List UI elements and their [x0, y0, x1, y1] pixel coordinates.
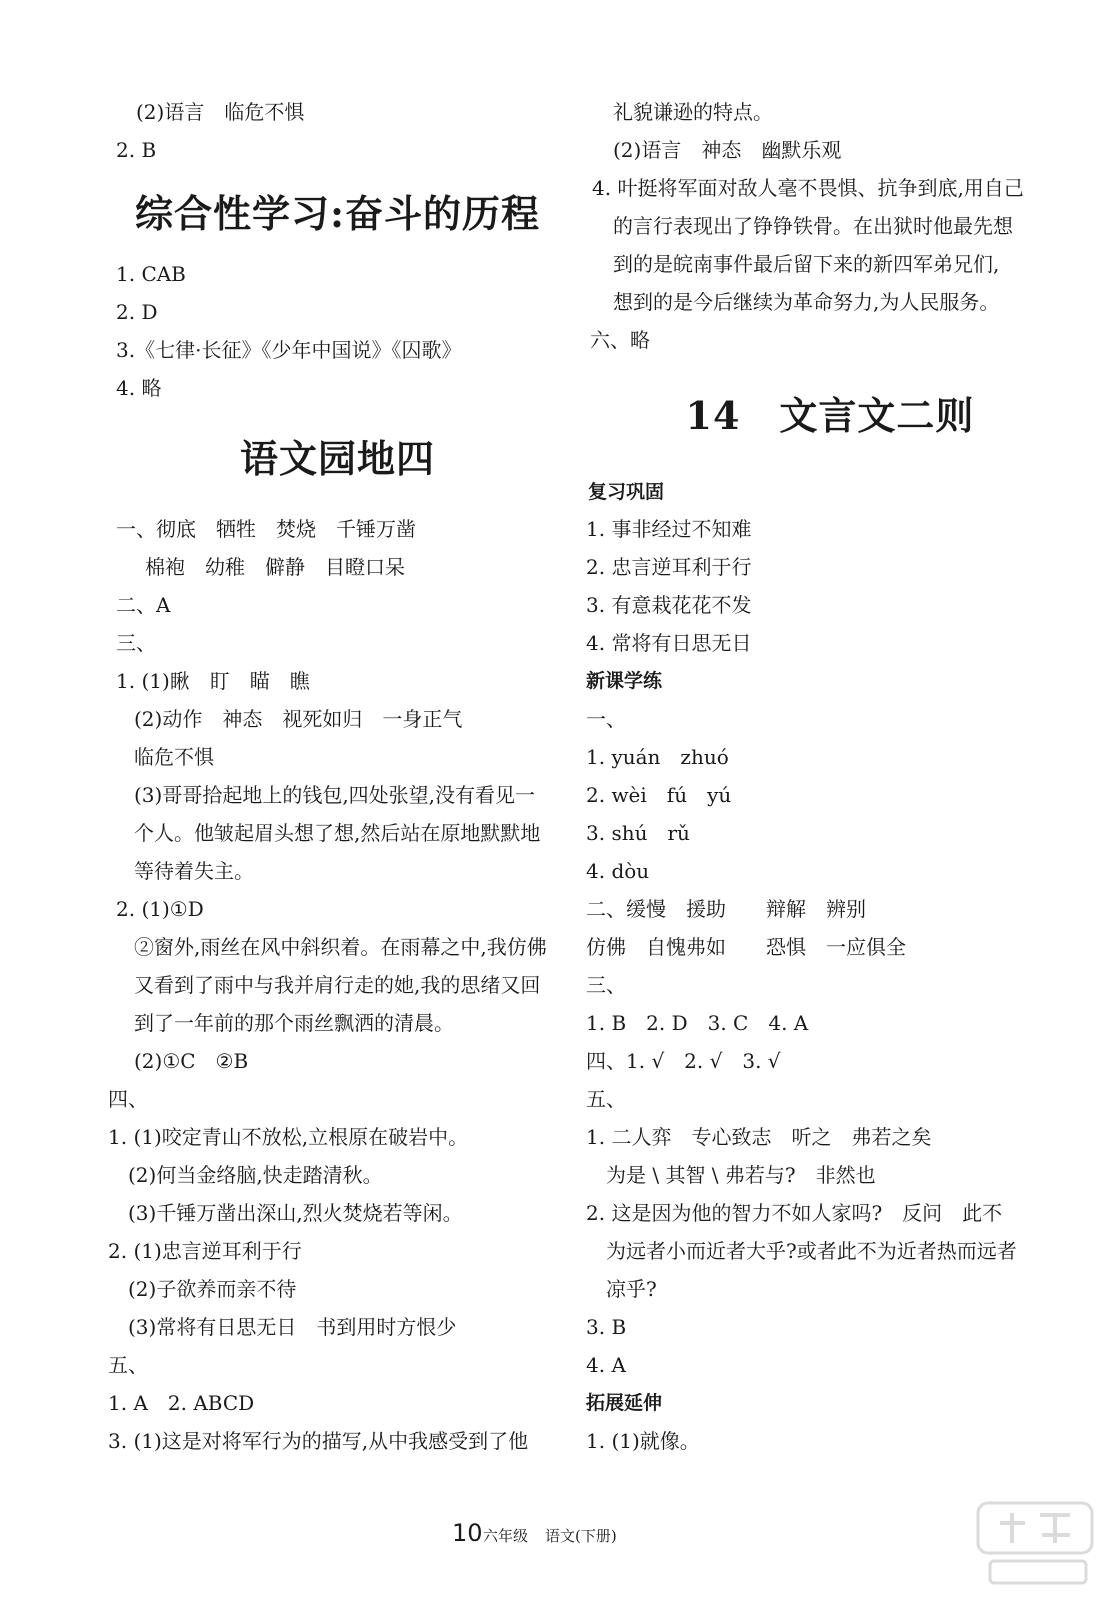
answer-line: 3. shú rǔ [586, 821, 690, 845]
answer-line: 想到的是今后继续为革命努力,为人民服务。 [613, 290, 1000, 314]
answer-line: 1. B 2. D 3. C 4. A [586, 1011, 809, 1035]
answer-line: 4. 略 [116, 376, 162, 400]
answer-line: 等待着失主。 [134, 859, 254, 883]
subsection-title: 新课学练 [586, 670, 663, 692]
subject-label: 语文(下册) [545, 1527, 617, 1545]
answer-line: 2. D [116, 300, 158, 324]
answer-line: 二、缓慢 援助 辩解 辨别 [586, 897, 866, 921]
answer-line: (2)动作 神态 视死如归 一身正气 [134, 707, 463, 731]
answer-line: 又看到了雨中与我并肩行走的她,我的思绪又回 [134, 973, 541, 997]
subsection-title: 复习巩固 [588, 481, 665, 503]
answer-line: 一、彻底 牺牲 焚烧 千锤万凿 [116, 517, 416, 541]
answer-line: 1. CAB [116, 262, 186, 286]
answer-line: 的言行表现出了铮铮铁骨。在出狱时他最先想 [613, 214, 1013, 238]
answer-line: 2. B [116, 138, 157, 162]
answer-line: 2. wèi fú yú [586, 783, 732, 807]
answer-line: (2)语言 临危不惧 [136, 100, 305, 124]
answer-line: 2. 这是因为他的智力不如人家吗? 反问 此不 [586, 1201, 1003, 1225]
answer-line: 4. dòu [586, 859, 650, 883]
answer-line: (2)①C ②B [134, 1049, 249, 1073]
answer-line: 到了一年前的那个雨丝飘洒的清晨。 [134, 1011, 454, 1035]
answer-line: 个人。他皱起眉头想了想,然后站在原地默默地 [134, 821, 541, 845]
answer-line: 六、略 [590, 328, 650, 352]
answer-line: 3.《七律·长征》《少年中国说》《囚歌》 [116, 338, 462, 362]
answer-line: 临危不惧 [134, 745, 214, 769]
answer-line: 棉袍 幼稚 僻静 目瞪口呆 [145, 555, 405, 579]
answer-line: 二、A [116, 593, 171, 617]
answer-line: (3)常将有日思无日 书到用时方恨少 [128, 1315, 457, 1339]
answer-line: 1. (1)就像。 [586, 1429, 700, 1453]
answer-line: 1. (1)咬定青山不放松,立根原在破岩中。 [108, 1125, 469, 1149]
watermark-logo-icon [970, 1495, 1100, 1595]
answer-line: 到的是皖南事件最后留下来的新四军弟兄们, [613, 252, 1000, 276]
answer-line: (3)千锤万凿出深山,烈火焚烧若等闲。 [128, 1201, 463, 1225]
section-title: 综合性学习:奋斗的历程 [134, 191, 541, 236]
answer-line: 三、 [116, 631, 156, 655]
subsection-title: 拓展延伸 [586, 1392, 663, 1414]
answer-line: 一、 [586, 707, 626, 731]
answer-line: 凉乎? [606, 1277, 657, 1301]
answer-line: 3. 有意栽花花不发 [586, 593, 752, 617]
answer-line: 2. 忠言逆耳利于行 [586, 555, 752, 579]
answer-line: 四、1. √ 2. √ 3. √ [586, 1049, 781, 1073]
answer-line: 三、 [586, 973, 626, 997]
answer-line: 1. (1)瞅 盯 瞄 瞧 [116, 669, 310, 693]
answer-line: 为远者小而近者大乎?或者此不为近者热而远者 [606, 1239, 1017, 1263]
answer-line: 五、 [108, 1353, 148, 1377]
section-title: 语文园地四 [239, 436, 435, 481]
answer-line: (2)何当金络脑,快走踏清秋。 [128, 1163, 383, 1187]
answer-line: (2)语言 神态 幽默乐观 [613, 138, 842, 162]
answer-line: 五、 [586, 1087, 626, 1111]
watermark-graphic [970, 1495, 1100, 1595]
answer-line: 为是 \ 其智 \ 弗若与? 非然也 [606, 1163, 876, 1187]
page-number: 10 [452, 1519, 483, 1547]
answer-line: 4. 叶挺将军面对敌人毫不畏惧、抗争到底,用自己 [592, 176, 1024, 200]
answer-line: (2)子欲养而亲不待 [128, 1277, 297, 1301]
page-footer [0, 1515, 1109, 1555]
answer-line: ②窗外,雨丝在风中斜织着。在雨幕之中,我仿佛 [134, 935, 547, 959]
answer-line: 2. (1)①D [116, 897, 204, 921]
answer-line: 1. 二人弈 专心致志 听之 弗若之矣 [586, 1125, 932, 1149]
grade-label: 六年级 [483, 1527, 529, 1545]
section-title: 14 文言文二则 [685, 393, 975, 438]
answer-line: 4. 常将有日思无日 [586, 631, 752, 655]
answer-line: (3)哥哥拾起地上的钱包,四处张望,没有看见一 [134, 783, 536, 807]
answer-line: 2. (1)忠言逆耳利于行 [108, 1239, 302, 1263]
answer-line: 1. A 2. ABCD [108, 1391, 255, 1415]
answer-line: 1. yuán zhuó [586, 745, 729, 769]
answer-line: 3. B [586, 1315, 627, 1339]
answer-line: 礼貌谦逊的特点。 [613, 100, 773, 124]
answer-line: 3. (1)这是对将军行为的描写,从中我感受到了他 [108, 1429, 529, 1453]
answer-line: 四、 [108, 1087, 148, 1111]
answer-line: 仿佛 自愧弗如 恐惧 一应俱全 [586, 935, 906, 959]
answer-line: 4. A [586, 1353, 626, 1377]
answer-line: 1. 事非经过不知难 [586, 517, 752, 541]
